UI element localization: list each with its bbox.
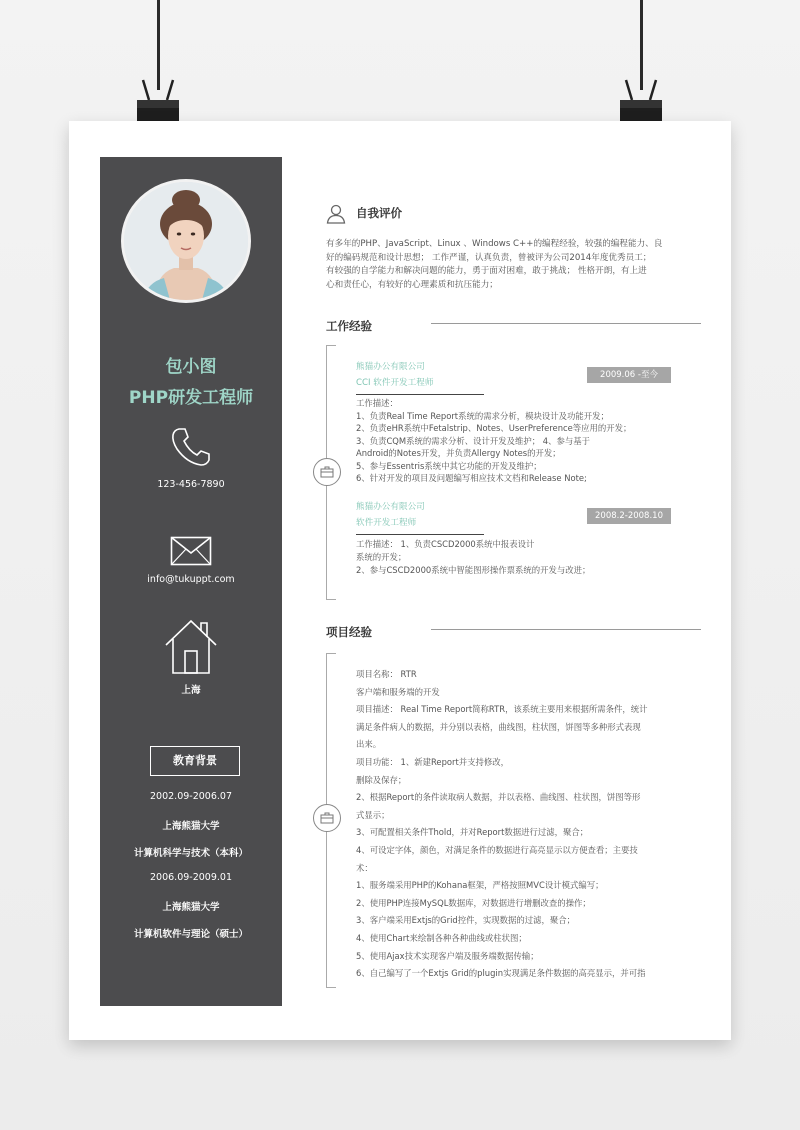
text-line: Android的Notes开发，并负责Allergy Notes的开发； bbox=[356, 448, 561, 458]
text-line: 工作描述： 1、负责CSCD2000系统中报表设计 bbox=[356, 539, 535, 549]
phone-number: 123-456-7890 bbox=[157, 479, 225, 490]
briefcase-icon bbox=[313, 458, 341, 486]
work-heading: 工作经验 bbox=[326, 319, 372, 333]
text-line: 式显示； bbox=[356, 809, 390, 820]
text-line: 2、负责eHR系统中Fetalstrip、Notes、UserPreference等应用的开发； bbox=[356, 423, 632, 433]
text-line: 有较强的自学能力和解决问题的能力，勇于面对困难，敢于挑战； 性格开朗，有上进 bbox=[326, 266, 647, 276]
text-line: 3、可配置相关条件Thold，并对Report数据进行过滤，聚合； bbox=[356, 827, 589, 838]
text-line: 系统的开发； bbox=[356, 552, 407, 562]
role-underline bbox=[356, 534, 484, 535]
education-line: 上海熊猫大学 bbox=[162, 821, 220, 832]
text-line: 项目描述： Real Time Report简称RTR，该系统主要用来根据所需条件，统计 bbox=[356, 704, 648, 715]
education-line: 计算机科学与技术（本科） bbox=[133, 848, 248, 859]
resume-paper bbox=[69, 121, 731, 1040]
text-line: 4、使用Chart来绘制各种各种曲线或柱状图； bbox=[356, 932, 527, 943]
profile-photo bbox=[121, 179, 251, 303]
timeline-cap bbox=[326, 599, 336, 600]
text-line: 项目功能： 1、新建Report并支持修改， bbox=[356, 756, 510, 767]
hanging-string-left bbox=[157, 0, 160, 90]
main-content bbox=[299, 121, 719, 1040]
text-line: 术： bbox=[356, 862, 373, 873]
text-line: 3、负责CQM系统的需求分析、设计开发及维护； 4、参与基于 bbox=[356, 435, 590, 446]
job-date-badge: 2009.06 -至今 bbox=[587, 367, 671, 383]
text-line: 满足条件病人的数据，并分别以表格，曲线图，柱状图，饼图等多种形式表现 bbox=[356, 721, 641, 732]
text-line: 2、根据Report的条件读取病人数据，并以表格、曲线图、柱状图，饼图等形 bbox=[356, 792, 641, 803]
text-line: 5、使用Ajax技术实现客户端及服务端数据传输； bbox=[356, 950, 539, 961]
user-icon bbox=[326, 204, 346, 224]
email-address: info@tukuppt.com bbox=[147, 574, 235, 585]
text-line: 6、自己编写了一个Extjs Grid的plugin实现满足条件数据的高亮显示，并可指 bbox=[356, 968, 646, 979]
text-line: 好的编码规范和设计思想； 工作严谨，认真负责，曾被评为公司2014年度优秀员工； bbox=[326, 252, 652, 263]
portrait-image bbox=[124, 182, 248, 300]
text-line: 1、服务端采用PHP的Kohana框架，严格按照MVC设计模式编写； bbox=[356, 880, 604, 891]
text-line: 出来。 bbox=[356, 739, 382, 750]
timeline-cap bbox=[326, 345, 336, 346]
profile-name: 包小图 bbox=[165, 357, 217, 377]
education-line: 2006.09-2009.01 bbox=[150, 872, 232, 883]
location: 上海 bbox=[181, 685, 201, 696]
timeline-cap bbox=[326, 653, 336, 654]
text-line: 4、可设定字体，颜色，对满足条件的数据进行高亮显示以方便查看；主要技 bbox=[356, 844, 638, 855]
role-underline bbox=[356, 394, 484, 395]
hanging-string-right bbox=[640, 0, 643, 90]
self-eval-text bbox=[326, 238, 726, 292]
text-line: 5、参与Essentris系统中其它功能的开发及维护； bbox=[356, 460, 542, 471]
projects-heading: 项目经验 bbox=[326, 625, 372, 639]
profile-title: PHP研发工程师 bbox=[128, 388, 254, 408]
job-description bbox=[356, 397, 686, 485]
job-date-badge: 2008.2-2008.10 bbox=[587, 508, 671, 524]
phone-icon bbox=[100, 425, 282, 469]
home-icon bbox=[100, 617, 282, 675]
text-line: 删除及保存； bbox=[356, 774, 407, 785]
timeline-cap bbox=[326, 987, 336, 988]
job-company: 熊猫办公有限公司 bbox=[356, 502, 425, 512]
briefcase-icon bbox=[313, 804, 341, 832]
job-role: CCI 软件开发工程师 bbox=[356, 378, 434, 388]
text-line: 2、参与CSCD2000系统中智能图形操作票系统的开发与改进； bbox=[356, 565, 591, 575]
text-line: 1、负责Real Time Report系统的需求分析，模块设计及功能开发； bbox=[356, 410, 609, 421]
education-line: 上海熊猫大学 bbox=[162, 902, 220, 913]
text-line: 项目名称： RTR bbox=[356, 669, 417, 679]
project-description bbox=[356, 666, 676, 983]
job-company: 熊猫办公有限公司 bbox=[356, 362, 425, 372]
education-heading: 教育背景 bbox=[150, 746, 240, 776]
text-line: 心和责任心，有较好的心理素质和抗压能力； bbox=[326, 279, 498, 290]
sidebar bbox=[100, 157, 282, 1006]
education-line: 计算机软件与理论（硕士） bbox=[133, 929, 248, 940]
section-divider bbox=[431, 629, 701, 630]
self-eval-heading: 自我评价 bbox=[356, 206, 402, 220]
text-line: 工作描述： bbox=[356, 398, 398, 408]
job-description bbox=[356, 538, 686, 577]
text-line: 客户端和服务端的开发 bbox=[356, 686, 440, 697]
section-divider bbox=[431, 323, 701, 324]
text-line: 6、针对开发的项目及问题编写相应技术文档和Release Note; bbox=[356, 473, 587, 483]
text-line: 3、客户端采用Extjs的Grid控件，实现数据的过滤，聚合； bbox=[356, 915, 575, 926]
job-role: 软件开发工程师 bbox=[356, 518, 417, 528]
text-line: 2、使用PHP连接MySQL数据库，对数据进行增删改查的操作； bbox=[356, 897, 591, 908]
mail-icon bbox=[100, 536, 282, 566]
education-line: 2002.09-2006.07 bbox=[150, 791, 232, 802]
text-line: 有多年的PHP、JavaScript、Linux 、Windows C++的编程经验，较强的编程能力、良 bbox=[326, 239, 663, 249]
